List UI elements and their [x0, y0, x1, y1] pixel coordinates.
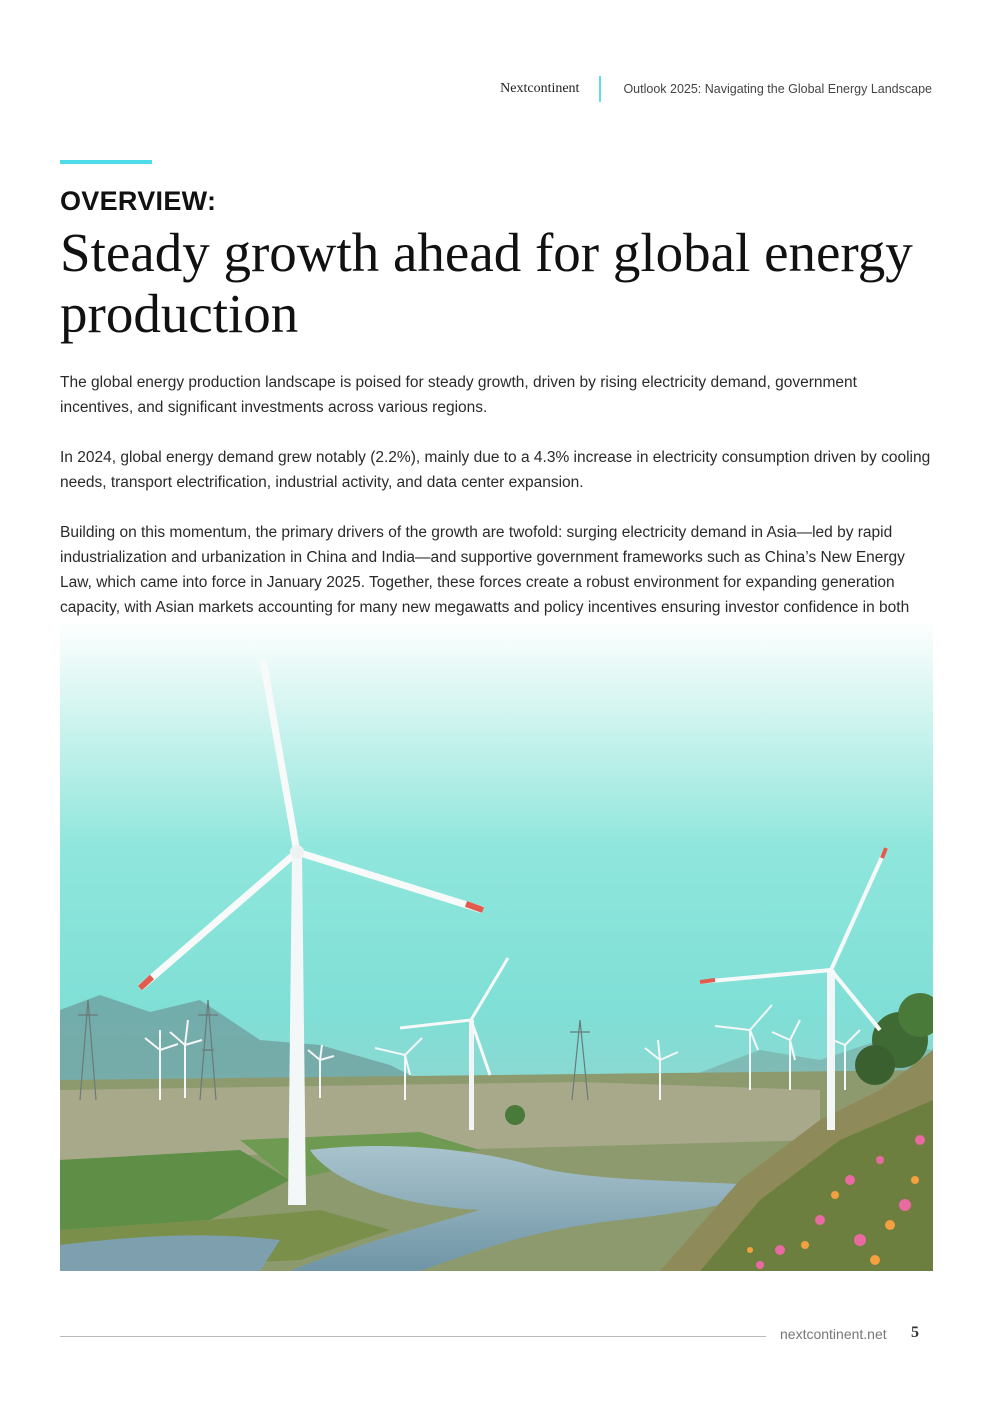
footer-divider	[60, 1336, 766, 1337]
page-number: 5	[911, 1324, 919, 1341]
accent-bar	[60, 160, 152, 164]
footer-website: nextcontinent.net	[780, 1326, 887, 1342]
body-paragraph: The global energy production landscape is poised for steady growth, driven by rising electricity demand, government incentives, and significant investments across various regions.	[60, 374, 857, 416]
page-title: Steady growth ahead for global energy production	[60, 222, 913, 344]
body-paragraph: Building on this momentum, the primary drivers of the growth are twofold: surging electricity demand in Asia—led by rapid industrialization and urbanization in China and India—and supportive government frameworks such as China’s New Energy Law, which came into force in January 2025. Together, these forces create a robust environment for expanding generation capacity, with Asian markets accounting for many new megawatts and policy incentives ensuring investor confidence in both	[60, 524, 910, 616]
brand-name: Nextcontinent	[500, 81, 580, 96]
section-kicker: OVERVIEW:	[60, 186, 217, 216]
wind-farm-photo	[60, 620, 933, 1271]
page-header	[500, 76, 932, 102]
document-title: Outlook 2025: Navigating the Global Energy Landscape	[623, 82, 932, 96]
body-paragraph: In 2024, global energy demand grew notably (2.2%), mainly due to a 4.3% increase in electricity consumption driven by cooling needs, transport electrification, industrial activity, and data center expansion.	[60, 449, 931, 491]
